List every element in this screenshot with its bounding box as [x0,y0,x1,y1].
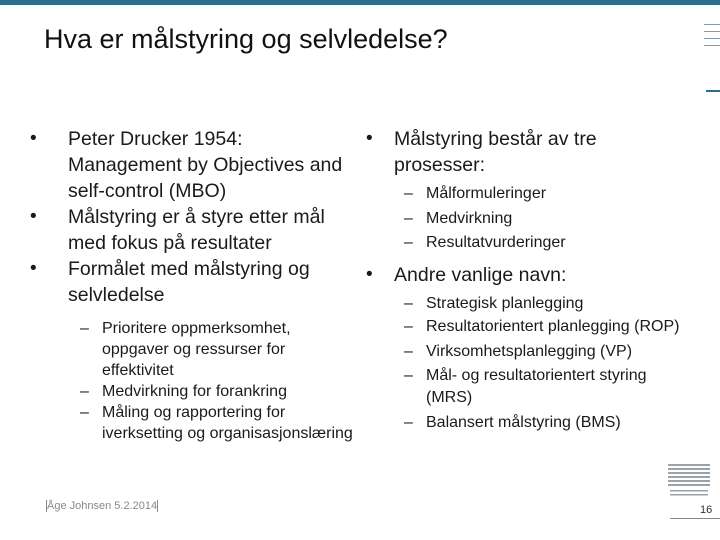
institution-logo-icon [666,462,712,502]
list-item: – Balansert målstyring (BMS) [362,411,682,436]
list-item: – Strategisk planlegging [362,292,682,317]
list-item: – Medvirkning [362,207,682,232]
list-item: • Formålet med målstyring og selvledelse [30,258,310,306]
dash-icon: – [80,383,89,400]
sub-list [362,182,682,256]
bullet-icon: • [30,258,37,279]
dash-icon: – [404,209,413,227]
bullet-icon: • [30,206,37,227]
dash-icon: – [80,404,89,421]
dash-icon: – [404,234,413,251]
dash-icon: – [404,413,413,431]
list-item: – Mål- og resultatorientert styring (MRS) [404,366,647,406]
list-item: – Medvirkning for forankring [80,383,287,400]
list-item: • Peter Drucker 1954: Management by Objectives and self-control (MBO) [30,128,343,202]
list-item: – Prioritere oppmerksomhet, oppgaver og ressurser for effektivitet [80,320,291,379]
dash-icon: – [404,366,413,384]
slide-title: Hva er målstyring og selvledelse? [44,24,448,54]
dash-icon: – [404,318,413,335]
bullet-icon: • [366,128,373,149]
dash-icon: – [404,343,413,360]
footer-author: Åge Johnsen 5.2.2014 [47,500,158,512]
footer-divider [670,518,720,519]
decorative-dash [706,90,720,92]
dash-icon: – [404,185,413,202]
list-item: – Resultatvurderinger [362,231,682,256]
list-item: – Virksomhetsplanlegging (VP) [362,340,682,365]
sub-list [26,318,356,444]
list-item: • Målstyring er å styre etter mål med fokus på resultater [30,206,325,254]
dash-icon: – [404,294,413,312]
sub-list [362,292,682,436]
list-item: – Måling og rapportering for iverksetting og organisasjonslæring [80,404,353,442]
list-item: • Målstyring består av tre prosesser: [366,128,597,176]
list-item: – Målformuleringer [362,182,682,207]
decorative-lines [704,24,720,52]
bullet-icon: • [366,263,373,285]
dash-icon: – [80,320,89,337]
right-column [362,126,682,435]
list-item: – Resultatorientert planlegging (ROP) [362,316,682,338]
bullet-icon: • [30,128,37,149]
top-accent-bar [0,0,720,5]
page-number: 16 [700,504,713,516]
left-column [26,126,356,444]
list-item: • Andre vanlige navn: [366,263,567,286]
